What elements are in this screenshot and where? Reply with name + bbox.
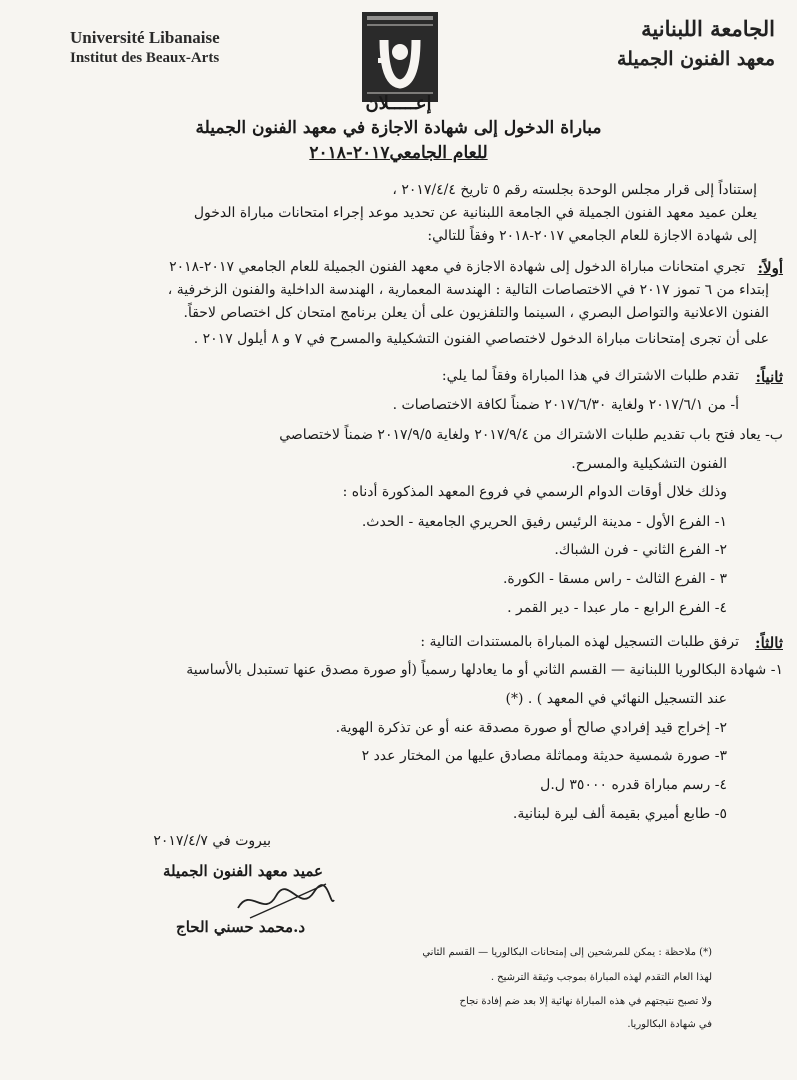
footnote-line-1: (*) ملاحظة : يمكن للمرشحين إلى إمتحانات البكالوريا — القسم الثاني <box>422 947 712 958</box>
branch-item: ٢- الفرع الثاني - فرن الشباك. <box>554 542 727 558</box>
signature-title: عميد معهد الفنون الجميلة <box>163 862 323 880</box>
footnote-line-2: لهذا العام التقدم لهذه المباراة بموجب وثيقة الترشيح . <box>490 972 712 983</box>
document-item: ٤- رسم مباراة قدره ٣٥٠٠٠ ل.ل <box>540 777 727 793</box>
branch-item: ٤- الفرع الرابع - مار عبدا - دير القمر . <box>507 600 727 616</box>
document-item: عند التسجيل النهائي في المعهد ) . (*) <box>505 691 727 707</box>
university-logo <box>362 12 438 102</box>
branch-item: ١- الفرع الأول - مدينة الرئيس رفيق الحريري الجامعية - الحدث. <box>361 514 727 530</box>
header-fr-university: Université Libanaise <box>70 28 220 47</box>
second-item-b-line-1: ب- يعاد فتح باب تقديم طلبات الاشتراك من ٢٠١٧/٩/٤ ولغاية ٢٠١٧/٩/٥ ضمناً لاختصاصي <box>279 427 783 443</box>
signature-date: بيروت في ٢٠١٧/٤/٧ <box>153 833 271 849</box>
first-line-2: إبتداء من ٦ تموز ٢٠١٧ في الاختصاصات التالية : الهندسة المعمارية ، الهندسة الداخلية والفنون الزخرفية ، <box>167 282 769 298</box>
document-item: ٢- إخراج قيد إفرادي صالح أو صورة مصدقة عنه أو عن تذكرة الهوية. <box>335 720 727 736</box>
document-item: ١- شهادة البكالوريا اللبنانية — القسم الثاني أو ما يعادلها رسمياً (أو صورة مصدق عنها تستبدل بالأساسية <box>186 662 783 678</box>
third-label: ثالثاً: <box>755 634 783 652</box>
signature-name: د.محمد حسني الحاج <box>176 918 305 936</box>
second-hours: وذلك خلال أوقات الدوام الرسمي في فروع المعهد المذكورة أدناه : <box>342 484 727 500</box>
announcement-heading: إعـــــلان <box>365 93 432 114</box>
second-item-a: أ- من ٢٠١٧/٦/١ ولغاية ٢٠١٧/٦/٣٠ ضمناً لكافة الاختصاصات . <box>392 397 739 413</box>
intro-line-1: إستناداً إلى قرار مجلس الوحدة بجلسته رقم ٥ تاريخ ٢٠١٧/٤/٤ ، <box>392 182 757 198</box>
first-line-3: الفنون الاعلانية والتواصل البصري ، السينما والتلفزيون على أن يعلن برنامج امتحان كل اختصاص لاحقاً. <box>183 305 769 321</box>
third-line-1: ترفق طلبات التسجيل لهذه المباراة بالمستندات التالية : <box>420 634 739 650</box>
first-line-1: تجري امتحانات مباراة الدخول إلى شهادة الاجازة في معهد الفنون الجميلة للعام الجامعي ٢٠١٧-٢٠١٨ <box>169 259 745 275</box>
header-ar-university: الجامعة اللبنانية <box>641 16 775 41</box>
footnote-line-3: ولا تصبح نتيجتهم في هذه المباراة نهائية إلا بعد ضم إفادة نجاح <box>459 996 712 1007</box>
first-line-4: على أن تجرى إمتحانات مباراة الدخول لاختصاصي الفنون التشكيلية والمسرح في ٧ و ٨ أيلول ٢٠١٧ . <box>193 331 769 347</box>
branch-item: ٣ - الفرع الثالث - راس مسقا - الكورة. <box>502 571 727 587</box>
title-line-2: للعام الجامعي٢٠١٧-٢٠١٨ <box>309 143 488 163</box>
intro-line-3: إلى شهادة الاجازة للعام الجامعي ٢٠١٧-٢٠١٨ وفقاً للتالي: <box>427 228 757 244</box>
header-ar-institute: معهد الفنون الجميلة <box>616 48 775 70</box>
intro-line-2: يعلن عميد معهد الفنون الجميلة في الجامعة اللبنانية عن تحديد موعد إجراء امتحانات مباراة الدخول <box>193 205 757 221</box>
document-item: ٥- طابع أميري بقيمة ألف ليرة لبنانية. <box>512 806 727 822</box>
footnote-line-4: في شهادة البكالوريا. <box>627 1019 712 1030</box>
title-line-1: مباراة الدخول إلى شهادة الاجازة في معهد الفنون الجميلة <box>195 118 602 138</box>
second-item-b-line-2: الفنون التشكيلية والمسرح. <box>571 456 727 472</box>
second-line-1: تقدم طلبات الاشتراك في هذا المباراة وفقاً لما يلي: <box>441 368 739 384</box>
document-item: ٣- صورة شمسية حديثة ومماثلة مصادق عليها من المختار عدد ٢ <box>361 748 727 764</box>
first-label: أولاً: <box>757 259 783 277</box>
header-fr-institute: Institut des Beaux-Arts <box>70 50 220 66</box>
second-label: ثانياً: <box>755 368 783 386</box>
